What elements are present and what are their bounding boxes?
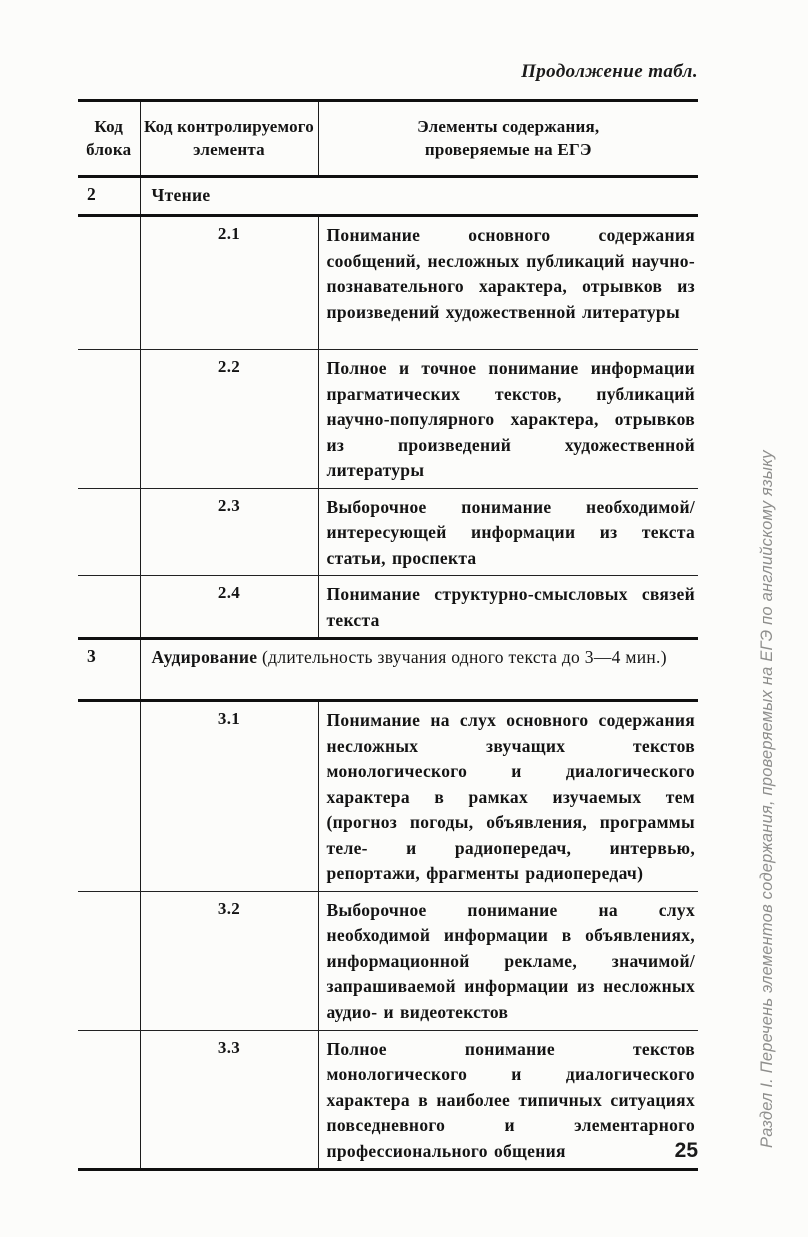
- content-cell: Понимание на слух основного содержания несложных звучащих текстов монологического и диалогического характера в рамках изучаемых тем (прогноз погоды, объявления, программы теле- и радиопередач, интервью, репортажи, фрагменты радиопередач): [318, 701, 698, 892]
- section-title: Аудирование: [151, 647, 258, 667]
- section-title-cell: [140, 639, 698, 701]
- content-cell: Полное понимание текстов монологического и диалогического характера в наиболее типичных ситуациях повседневного и элементарного профессионального общения: [318, 1030, 698, 1170]
- page-number: 25: [674, 1139, 698, 1162]
- element-code-cell: 2.1: [140, 216, 318, 350]
- content-cell: Понимание структурно-смысловых связей текста: [318, 576, 698, 639]
- block-code-cell: [78, 488, 140, 576]
- table-row: [78, 350, 698, 489]
- table-row: [78, 891, 698, 1030]
- block-code-cell: [78, 891, 140, 1030]
- margin-section-label: Раздел I. Перечень элементов содержания, проверяемых на ЕГЭ по английскому языку: [758, 450, 776, 1148]
- content-cell: Полное и точное понимание информации прагматических текстов, публикаций научно-популярного характера, отрывков из произведений художественной литературы: [318, 350, 698, 489]
- section-title: Чтение: [151, 185, 211, 205]
- header-content-label: Элементы содержания, проверяемые на ЕГЭ: [417, 117, 600, 159]
- section-row-reading: [78, 177, 698, 216]
- section-title-note: (длительность звучания одного текста до 3—4 мин.): [257, 647, 667, 667]
- table-continuation-caption: Продолжение табл.: [521, 61, 698, 82]
- table-header-row: [78, 101, 698, 177]
- element-code-cell: 3.3: [140, 1030, 318, 1170]
- table-row: [78, 488, 698, 576]
- content-cell: Выборочное понимание на слух необходимой информации в объявлениях, информационной рекламе, значимой/запрашиваемой информации из несложных аудио- и видеотекстов: [318, 891, 698, 1030]
- content-spec-table: [78, 99, 698, 1171]
- block-code-cell: [78, 576, 140, 639]
- element-code-cell: 3.2: [140, 891, 318, 1030]
- block-code-cell: [78, 216, 140, 350]
- header-block-code: Код блока: [78, 101, 140, 177]
- element-code-cell: 2.3: [140, 488, 318, 576]
- element-code-cell: 2.2: [140, 350, 318, 489]
- table-row: [78, 216, 698, 350]
- block-code-cell: [78, 701, 140, 892]
- content-cell: Выборочное понимание необходимой/интересующей информации из текста статьи, проспекта: [318, 488, 698, 576]
- section-row-listening: [78, 639, 698, 701]
- element-code-cell: 3.1: [140, 701, 318, 892]
- table-row: [78, 701, 698, 892]
- header-content: [318, 101, 698, 177]
- section-title-cell: [140, 177, 698, 216]
- content-cell: Понимание основного содержания сообщений, несложных публикаций научно-познавательного характера, отрывков из произведений художественной литературы: [318, 216, 698, 350]
- block-code-cell: [78, 350, 140, 489]
- header-element-code: Код контролируемого элемента: [140, 101, 318, 177]
- element-code-cell: 2.4: [140, 576, 318, 639]
- block-code-cell: 2: [78, 177, 140, 216]
- block-code-cell: 3: [78, 639, 140, 701]
- table-row: [78, 576, 698, 639]
